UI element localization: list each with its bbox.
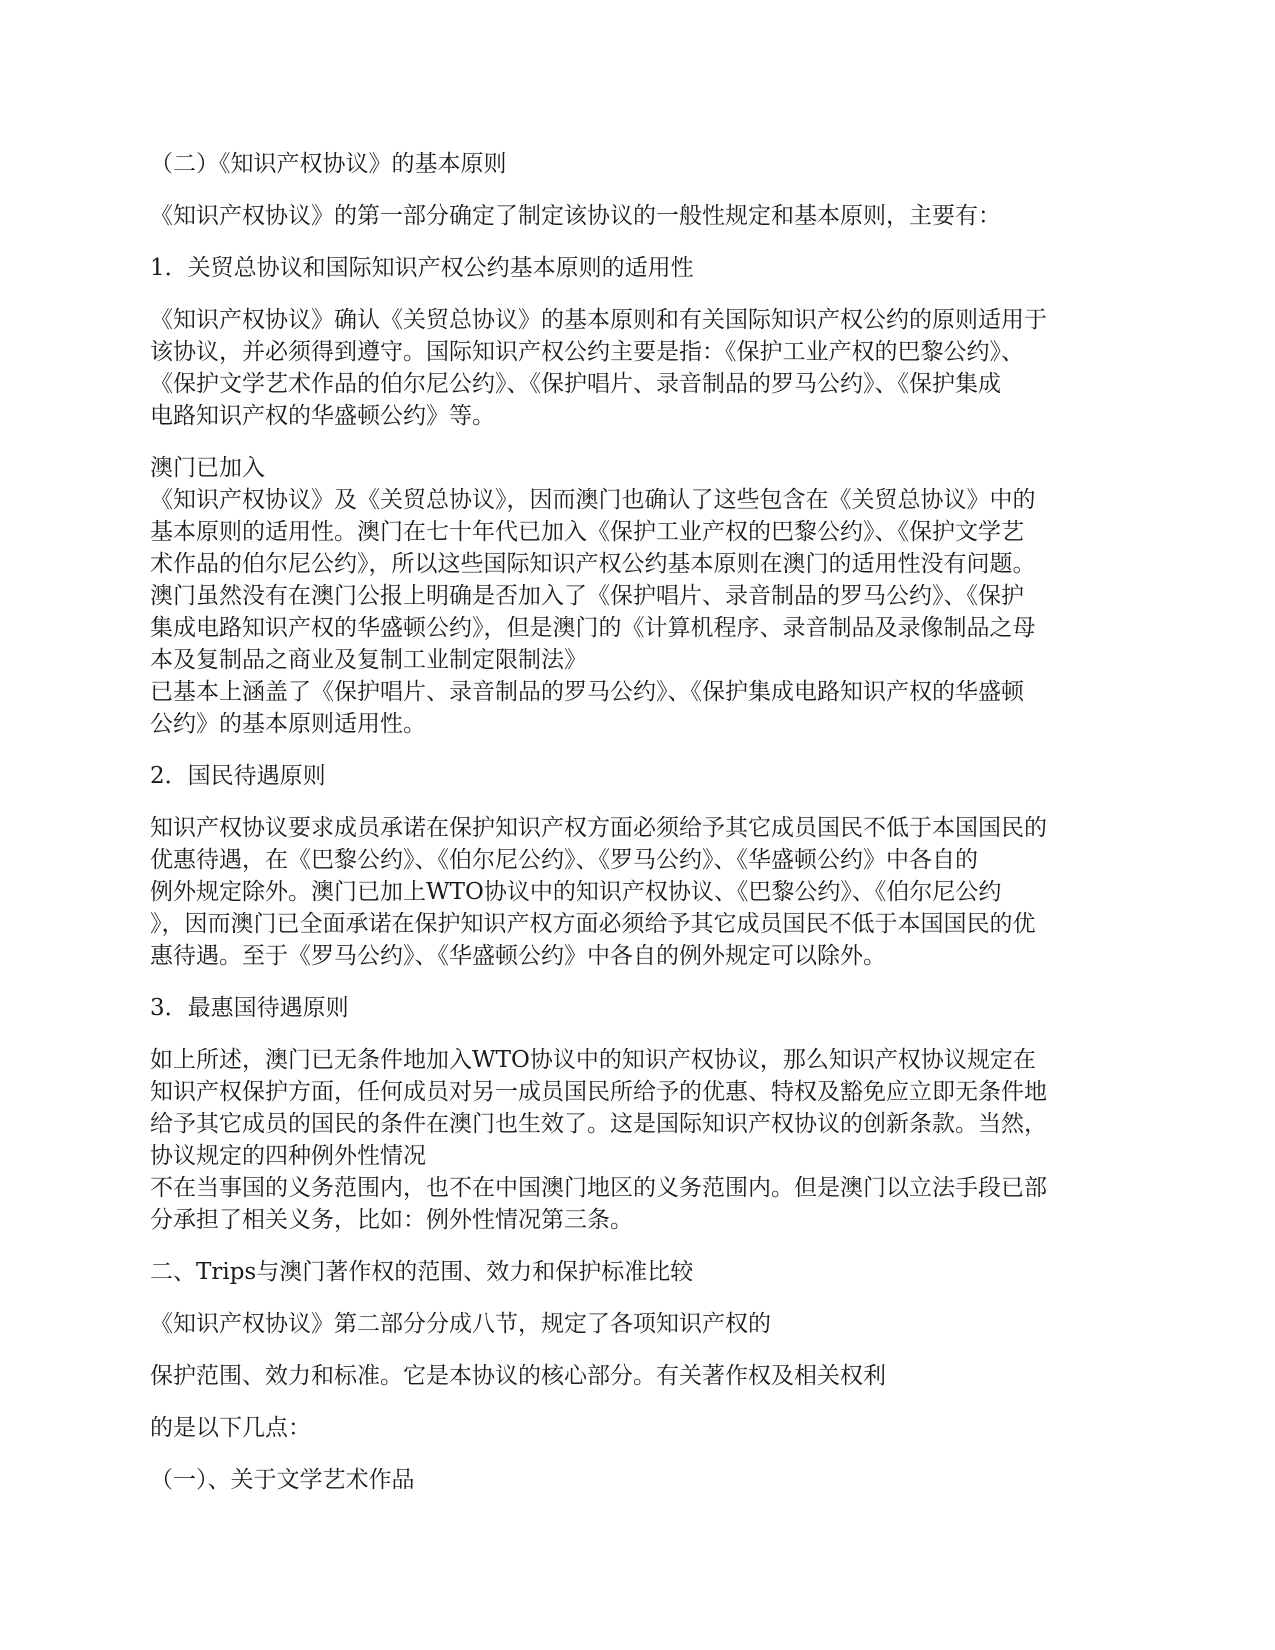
text-line: 知识产权保护方面，任何成员对另一成员国民所给予的优惠、特权及豁免应立即无条件地 xyxy=(150,1079,1047,1105)
text-line: 分承担了相关义务，比如：例外性情况第三条。 xyxy=(150,1207,633,1233)
text-line: （一）、关于文学艺术作品 xyxy=(150,1467,415,1493)
text-line: 如上所述，澳门已无条件地加入WTO协议中的知识产权协议，那么知识产权协议规定在 xyxy=(150,1047,1036,1073)
text-line: 集成电路知识产权的华盛顿公约》，但是澳门的《计算机程序、录音制品及录像制品之母 xyxy=(150,615,1036,641)
paragraph xyxy=(150,452,1130,740)
text-line: 知识产权协议要求成员承诺在保护知识产权方面必须给予其它成员国民不低于本国国民的 xyxy=(150,815,1047,841)
text-line: 《知识产权协议》及《关贸总协议》，因而澳门也确认了这些包含在《关贸总协议》中的 xyxy=(150,487,1036,513)
text-line: 二、Trips与澳门著作权的范围、效力和保护标准比较 xyxy=(150,1259,694,1285)
paragraph xyxy=(150,148,1130,180)
text-line: 优惠待遇，在《巴黎公约》、《伯尔尼公约》、《罗马公约》、《华盛顿公约》中各自的 xyxy=(150,847,978,873)
text-line: 术作品的伯尔尼公约》，所以这些国际知识产权公约基本原则在澳门的适用性没有问题。 xyxy=(150,551,1036,577)
text-line: 电路知识产权的华盛顿公约》等。 xyxy=(150,403,495,429)
text-line: （二）《知识产权协议》的基本原则 xyxy=(150,151,507,177)
text-line: 例外规定除外。澳门已加上WTO协议中的知识产权协议、《巴黎公约》、《伯尔尼公约 xyxy=(150,879,1002,905)
paragraph xyxy=(150,1412,1130,1444)
text-line: 已基本上涵盖了《保护唱片、录音制品的罗马公约》、《保护集成电路知识产权的华盛顿 xyxy=(150,679,1024,705)
text-line: 《知识产权协议》的第一部分确定了制定该协议的一般性规定和基本原则，主要有： xyxy=(150,203,1001,229)
text-line: 本及复制品之商业及复制工业制定限制法》 xyxy=(150,647,587,673)
text-line: 的是以下几点： xyxy=(150,1415,311,1441)
paragraph xyxy=(150,760,1130,792)
paragraph xyxy=(150,1464,1130,1496)
paragraph xyxy=(150,200,1130,232)
paragraph xyxy=(150,1044,1130,1236)
text-line: 《知识产权协议》第二部分分成八节，规定了各项知识产权的 xyxy=(150,1311,771,1337)
document-page xyxy=(150,148,1130,1516)
document-body xyxy=(150,148,1130,1496)
text-line: 惠待遇。至于《罗马公约》、《华盛顿公约》中各自的例外规定可以除外。 xyxy=(150,943,886,969)
paragraph xyxy=(150,992,1130,1024)
text-line: 公约》的基本原则适用性。 xyxy=(150,711,426,737)
paragraph xyxy=(150,1308,1130,1340)
text-line: 《保护文学艺术作品的伯尔尼公约》、《保护唱片、录音制品的罗马公约》、《保护集成 xyxy=(150,371,1001,397)
text-line: 澳门已加入 xyxy=(150,455,265,481)
paragraph xyxy=(150,252,1130,284)
text-line: 基本原则的适用性。澳门在七十年代已加入《保护工业产权的巴黎公约》、《保护文学艺 xyxy=(150,519,1024,545)
text-line: 1．关贸总协议和国际知识产权公约基本原则的适用性 xyxy=(150,255,694,281)
text-line: 保护范围、效力和标准。它是本协议的核心部分。有关著作权及相关权利 xyxy=(150,1363,886,1389)
text-line: 给予其它成员的国民的条件在澳门也生效了。这是国际知识产权协议的创新条款。当然， xyxy=(150,1111,1047,1137)
text-line: 协议规定的四种例外性情况 xyxy=(150,1143,426,1169)
paragraph xyxy=(150,304,1130,432)
text-line: 2．国民待遇原则 xyxy=(150,763,326,789)
paragraph xyxy=(150,1256,1130,1288)
text-line: 澳门虽然没有在澳门公报上明确是否加入了《保护唱片、录音制品的罗马公约》、《保护 xyxy=(150,583,1024,609)
text-line: 该协议，并必须得到遵守。国际知识产权公约主要是指：《保护工业产权的巴黎公约》、 xyxy=(150,339,1024,365)
text-line: 不在当事国的义务范围内，也不在中国澳门地区的义务范围内。但是澳门以立法手段已部 xyxy=(150,1175,1047,1201)
text-line: 《知识产权协议》确认《关贸总协议》的基本原则和有关国际知识产权公约的原则适用于 xyxy=(150,307,1047,333)
text-line: 》，因而澳门已全面承诺在保护知识产权方面必须给予其它成员国民不低于本国国民的优 xyxy=(150,911,1036,937)
paragraph xyxy=(150,1360,1130,1392)
paragraph xyxy=(150,812,1130,972)
text-line: 3．最惠国待遇原则 xyxy=(150,995,349,1021)
